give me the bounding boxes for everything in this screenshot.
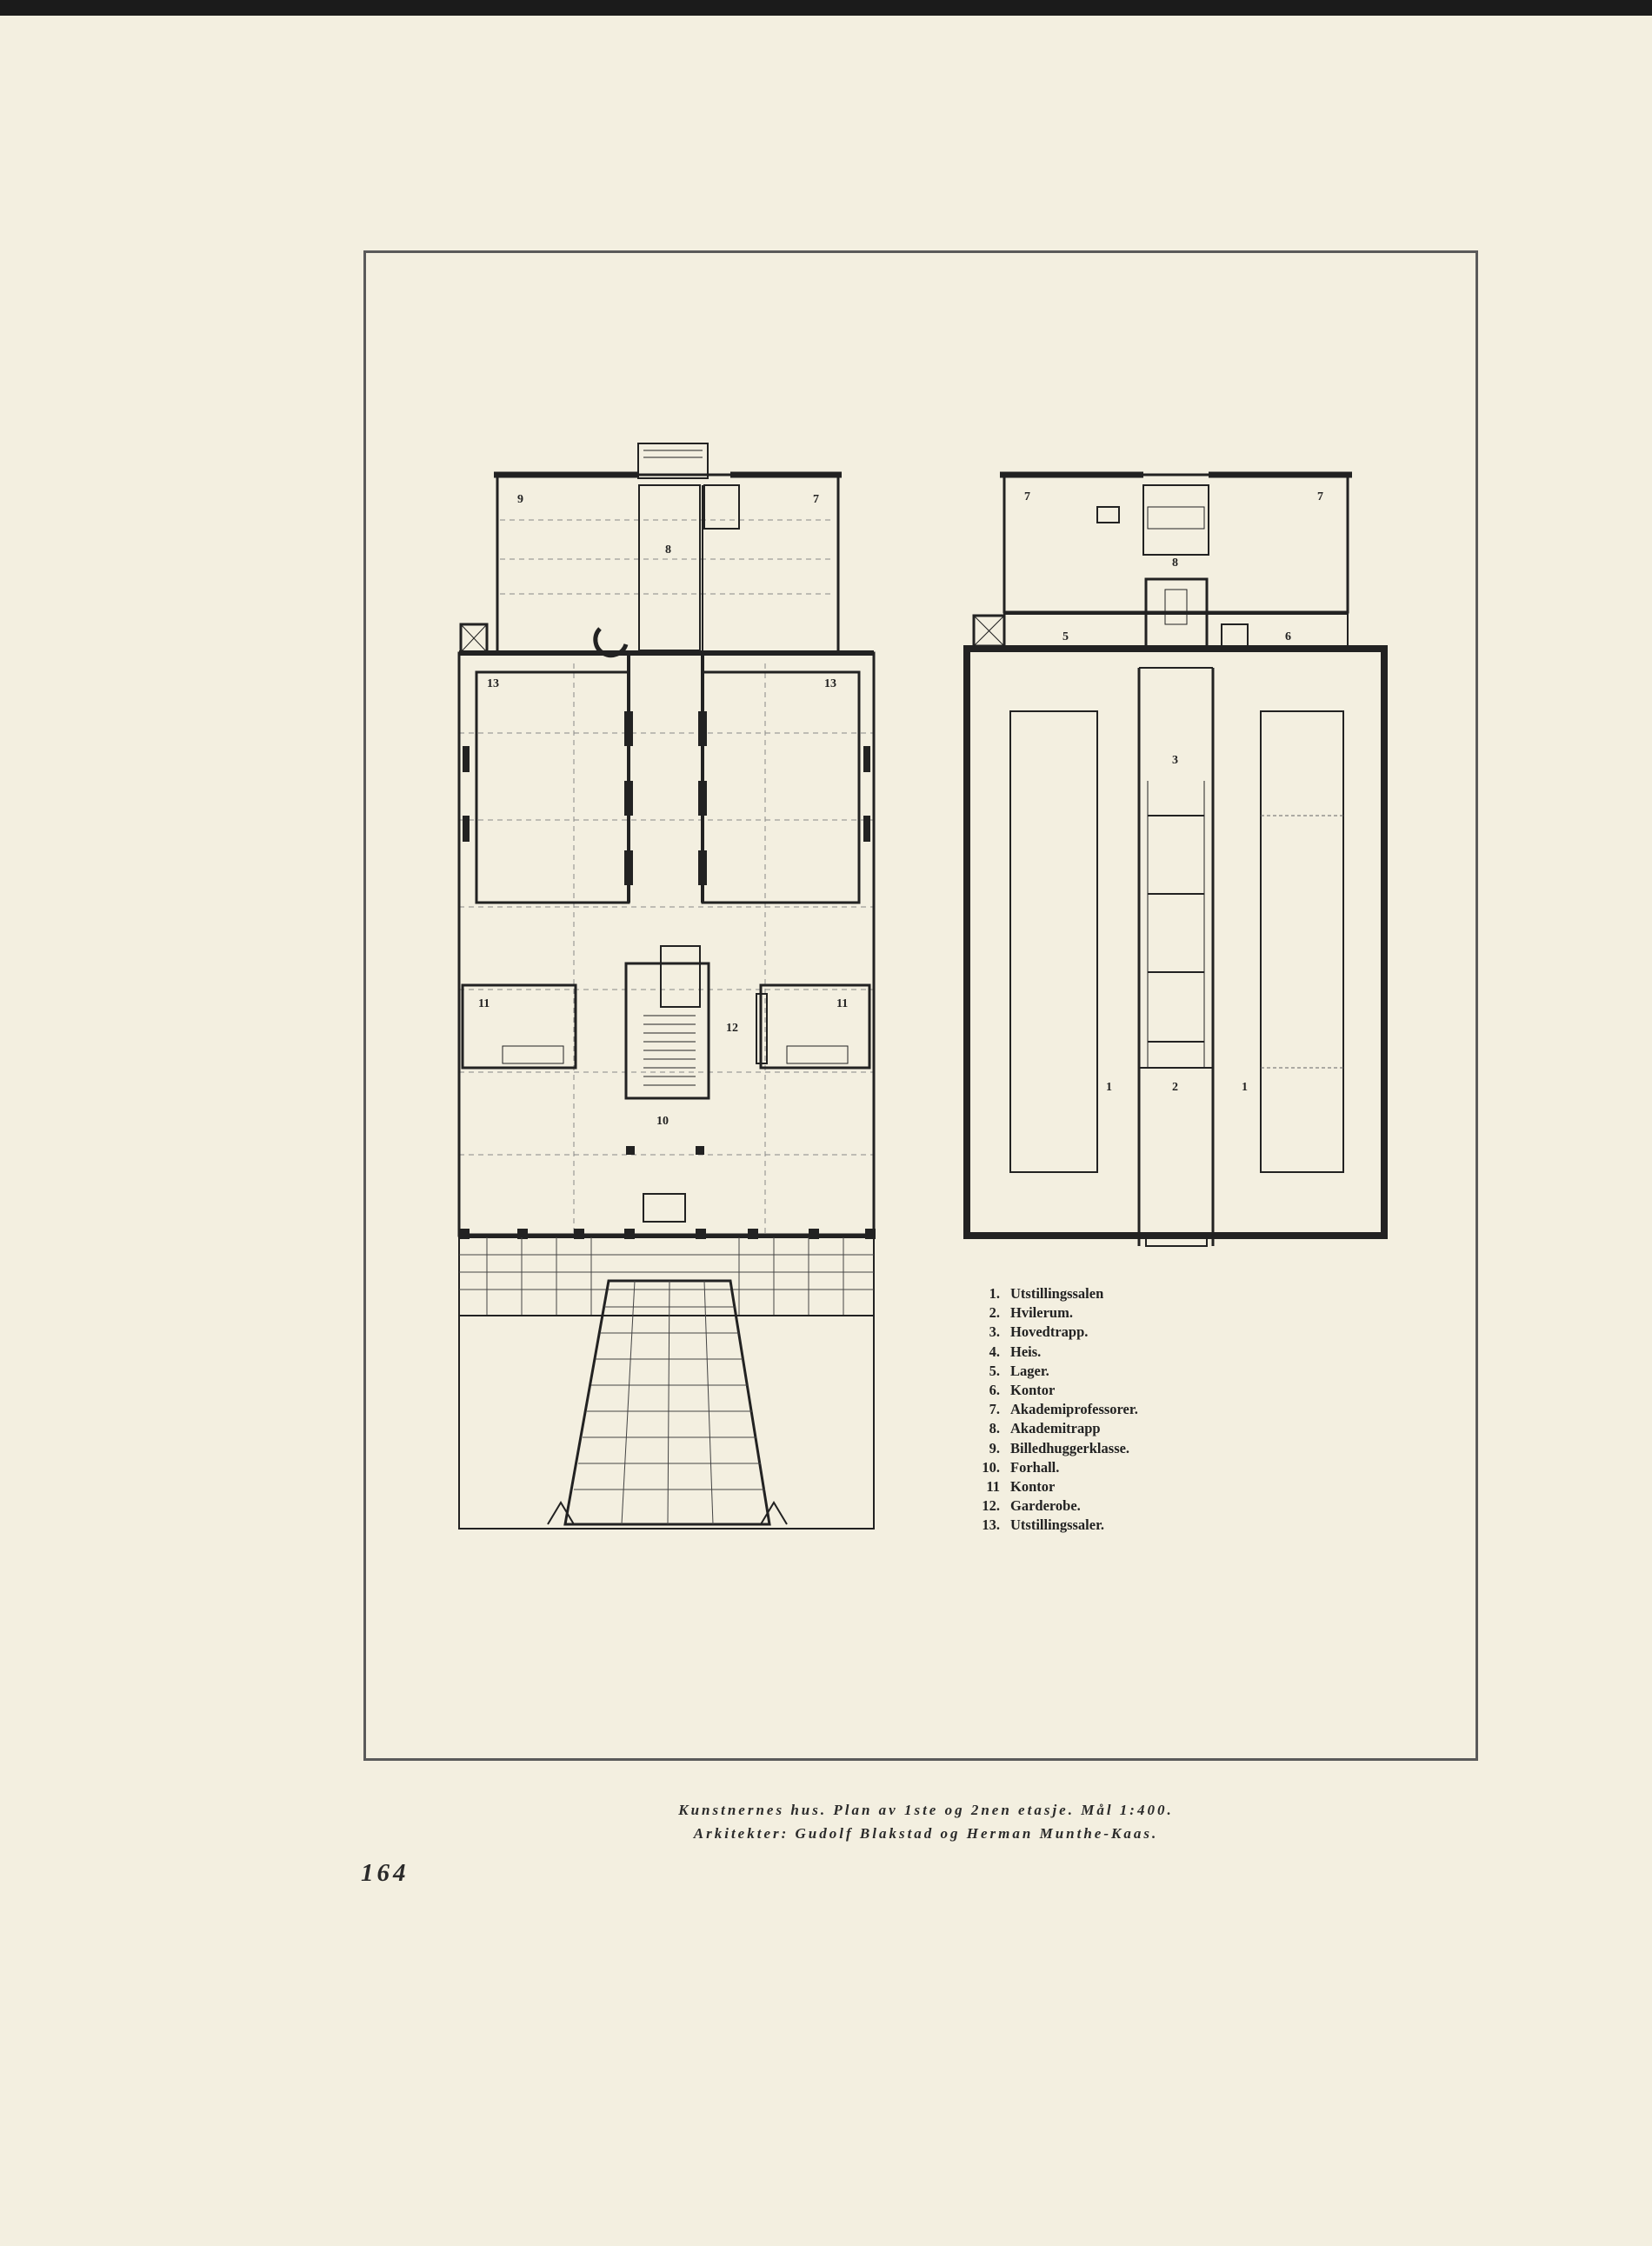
room-number: 12 (726, 1022, 738, 1035)
legend-label: Utstillingssalen (1010, 1285, 1104, 1302)
room-number: 8 (665, 543, 671, 557)
legend-number: 6. (989, 1382, 1000, 1399)
legend-label: Kontor (1010, 1382, 1056, 1399)
room-number: 1 (1242, 1081, 1248, 1094)
legend-number: 4. (989, 1343, 1000, 1360)
legend-label: Hovedtrapp. (1010, 1323, 1089, 1341)
legend-number: 9. (989, 1439, 1000, 1456)
legend-number: 7. (989, 1401, 1000, 1418)
legend-number: 12. (982, 1497, 1000, 1515)
legend-number: 2. (989, 1304, 1000, 1322)
room-number: 11 (478, 997, 490, 1010)
legend-label: Billedhuggerklasse. (1010, 1439, 1130, 1456)
floor-plans-drawing (363, 250, 1478, 1761)
legend-number: 3. (989, 1323, 1000, 1341)
legend-label: Forhall. (1010, 1458, 1060, 1476)
legend-item (963, 1458, 1138, 1477)
room-number: 7 (1317, 490, 1323, 503)
room-number: 11 (836, 997, 849, 1010)
legend-number: 10. (982, 1458, 1000, 1476)
legend-item (963, 1419, 1138, 1438)
legend-item (963, 1343, 1138, 1362)
upper-floor-room-numbers (1024, 490, 1323, 1094)
legend-number: 11 (986, 1478, 1000, 1496)
room-number: 8 (1172, 557, 1178, 570)
room-number: 9 (517, 493, 523, 506)
legend-number: 13. (982, 1516, 1000, 1534)
legend-number: 5. (989, 1362, 1000, 1379)
legend-item (963, 1362, 1138, 1381)
legend-label: Lager. (1010, 1362, 1049, 1379)
legend-label: Utstillingssaler. (1010, 1516, 1105, 1534)
room-number: 5 (1062, 630, 1069, 643)
legend-item (963, 1477, 1138, 1496)
legend-label: Hvilerum. (1010, 1304, 1073, 1322)
legend-label: Garderobe. (1010, 1497, 1081, 1515)
room-number: 7 (813, 493, 819, 506)
legend-item (963, 1496, 1138, 1516)
legend-label: Akademitrapp (1010, 1420, 1101, 1437)
room-number: 13 (824, 677, 836, 690)
legend-item (963, 1439, 1138, 1458)
room-legend (963, 1284, 1138, 1536)
legend-number: 1. (989, 1285, 1000, 1302)
page-number: 164 (361, 1859, 410, 1887)
room-number: 3 (1172, 754, 1178, 767)
book-page (0, 16, 1652, 2246)
legend-label: Heis. (1010, 1343, 1042, 1360)
room-number: 1 (1106, 1081, 1112, 1094)
legend-number: 8. (989, 1420, 1000, 1437)
legend-item (963, 1303, 1138, 1323)
legend-label: Kontor (1010, 1478, 1056, 1496)
room-number: 6 (1285, 630, 1291, 643)
ground-floor-plan (459, 443, 876, 1529)
figure-caption (0, 1798, 1652, 1845)
room-number: 10 (656, 1115, 669, 1128)
caption-line-1: Kunstnernes hus. Plan av 1ste og 2nen etasje. Mål 1:400. (678, 1802, 1174, 1818)
legend-item (963, 1323, 1138, 1342)
legend-item (963, 1516, 1138, 1535)
legend-item (963, 1400, 1138, 1419)
room-number: 7 (1024, 490, 1030, 503)
legend-label: Akademiprofessorer. (1010, 1401, 1138, 1418)
room-number: 2 (1172, 1081, 1178, 1094)
legend-item (963, 1284, 1138, 1303)
room-number: 13 (487, 677, 499, 690)
upper-floor-plan (967, 475, 1384, 1246)
caption-line-2: Arkitekter: Gudolf Blakstad og Herman Munthe-Kaas. (693, 1825, 1159, 1842)
legend-item (963, 1381, 1138, 1400)
